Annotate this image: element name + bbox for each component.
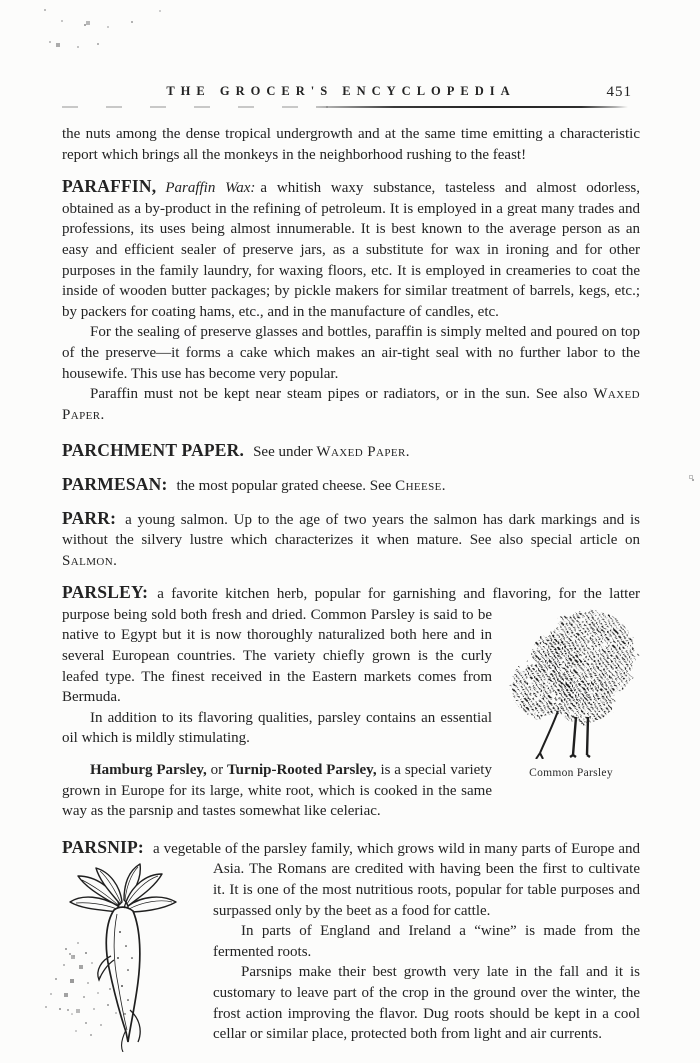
entry-parsnip <box>62 837 640 1063</box>
parr-text: a young salmon. Up to the age of two years the salmon has dark markings and is without the silvery lustre which characterizes it when mature. See also special article on <box>62 511 640 549</box>
paraffin-paragraph-2 <box>62 322 640 384</box>
parsnip-paragraph-2-text: In parts of England and Ireland a “wine” is made from the fermented roots. <box>213 923 640 960</box>
paraffin-paragraph-1 <box>62 176 640 322</box>
parsley-figure <box>502 607 640 781</box>
hamburg-parsley-text: is a special variety grown in Europe for its large, white root, which is cooked in the same way as the parsnip and tastes somewhat like celeriac. <box>62 762 492 820</box>
parsnip-paragraph-1 <box>62 837 640 921</box>
paraffin-paragraph-3-text: Paraffin must not be kept near steam pipes or radiators, or in the sun. See also <box>90 386 594 403</box>
paraffin-body-text: a whitish waxy substance, tasteless and almost odorless, obtained as a by-product in the refining of petroleum. It is employed in a great many trades and professions, its uses being almost innumerable. It is best known to the average person as an easy and efficient sealer of preserve jars, as a substitute for wax in ironing and for other purposes in the family laundry, for waxing floors, etc. It is employed in creameries to coat the inside of wooden butter packages; by pickle makers for similar treatment of barrels, kegs, etc.; by packers for coating hams, etc., and in the manufacture of candles, etc. <box>62 180 640 320</box>
parmesan-paragraph <box>62 474 640 497</box>
page-header <box>62 84 640 102</box>
parsley-text-body: latter purpose being sold both fresh and dried. Common Parsley is said to be native to Egypt but it is now thoroughly naturalized both here and in several European countries. The variety chiefly grown is the curly leafed type. The finest received in the Eastern markets comes from Bermuda. <box>62 586 640 706</box>
running-title: THE GROCER'S ENCYCLOPEDIA <box>166 84 516 98</box>
parchment-paper-paragraph <box>62 440 640 463</box>
parmesan-text: the most popular grated cheese. See <box>176 477 396 494</box>
scan-noise-bottom-left <box>25 938 27 940</box>
salmon-crossref: Salmon <box>62 552 114 569</box>
turnip-rooted-parsley-bold: Turnip-Rooted Parsley, <box>227 762 377 779</box>
parr-paragraph <box>62 508 640 572</box>
entry-paraffin <box>62 176 640 425</box>
parsnip-figure <box>62 862 184 1059</box>
waxed-paper-crossref: Waxed Paper <box>316 444 406 461</box>
parsnip-text-body: Europe and Asia. The Romans are credited with having been the first to cultivate it. It is one of the most nutritious roots, popular for table purposes and surpassed only by the beet as a food for cattle. <box>213 840 641 919</box>
parmesan-period: . <box>441 477 446 494</box>
parsley-text-line1: a favorite kitchen herb, popular for garnishing and flavoring, for the <box>157 586 602 603</box>
parsley-figure-caption: Common Parsley <box>529 767 613 780</box>
scan-noise-top-left <box>30 6 32 8</box>
cheese-crossref: Cheese <box>395 477 442 494</box>
page-number: 451 <box>606 84 632 100</box>
paraffin-variant-name: Paraffin Wax: <box>165 180 256 197</box>
parsnip-text-line1: a vegetable of the parsley family, which grows wild in many parts of <box>152 840 568 857</box>
intro-paragraph <box>62 124 640 165</box>
parsnip-root-engraving-icon <box>62 862 184 1052</box>
entry-parchment-paper <box>62 440 640 463</box>
paraffin-headword: PARAFFIN, <box>62 176 157 197</box>
waxed-paper-crossref: Waxed Paper <box>62 386 640 423</box>
paraffin-paragraph-3 <box>62 384 640 425</box>
parsley-paragraph-2-text: In addition to its flavoring qualities, parsley contains an essential oil which is mildly stimulating. <box>62 709 492 747</box>
parmesan-headword: PARMESAN: <box>62 473 168 494</box>
parchment-paper-text: See under <box>253 444 317 461</box>
entry-parmesan <box>62 474 640 497</box>
entry-parr <box>62 508 640 572</box>
parr-headword: PARR: <box>62 507 117 528</box>
book-page <box>62 84 640 1063</box>
header-rule <box>62 105 640 109</box>
scan-noise-right-edge <box>690 476 692 478</box>
parr-period: . <box>113 552 117 569</box>
intro-text: the nuts among the dense tropical undergrowth and at the same time emitting a characteristic report which brings all the monkeys in the neighborhood rushing to the feast! <box>62 126 640 163</box>
parchment-paper-period: . <box>405 444 410 461</box>
parsnip-headword: PARSNIP: <box>62 836 144 857</box>
parsley-bunch-engraving-icon <box>502 607 640 759</box>
hamburg-parsley-or: or <box>206 762 227 779</box>
parsley-headword: PARSLEY: <box>62 582 149 603</box>
hamburg-parsley-bold: Hamburg Parsley, <box>90 762 207 779</box>
parsnip-paragraph-3-text: Parsnips make their best growth very late in the fall and it is customary to leave part of the crop in the ground over the winter, the frost action improving the flavor. Dug roots should be kept in a cool cellar or similar place, protected both from light and air currents. <box>213 964 640 1043</box>
paraffin-paragraph-2-text: For the sealing of preserve glasses and bottles, paraffin is simply melted and poured on top of the preserve—it forms a cake which makes an air-tight seal with no further labor to the housewife. This use has become very popular. <box>62 324 640 382</box>
entry-parsley <box>62 582 640 822</box>
paraffin-paragraph-3-period: . <box>100 406 105 423</box>
parchment-paper-headword: PARCHMENT PAPER. <box>62 440 245 461</box>
